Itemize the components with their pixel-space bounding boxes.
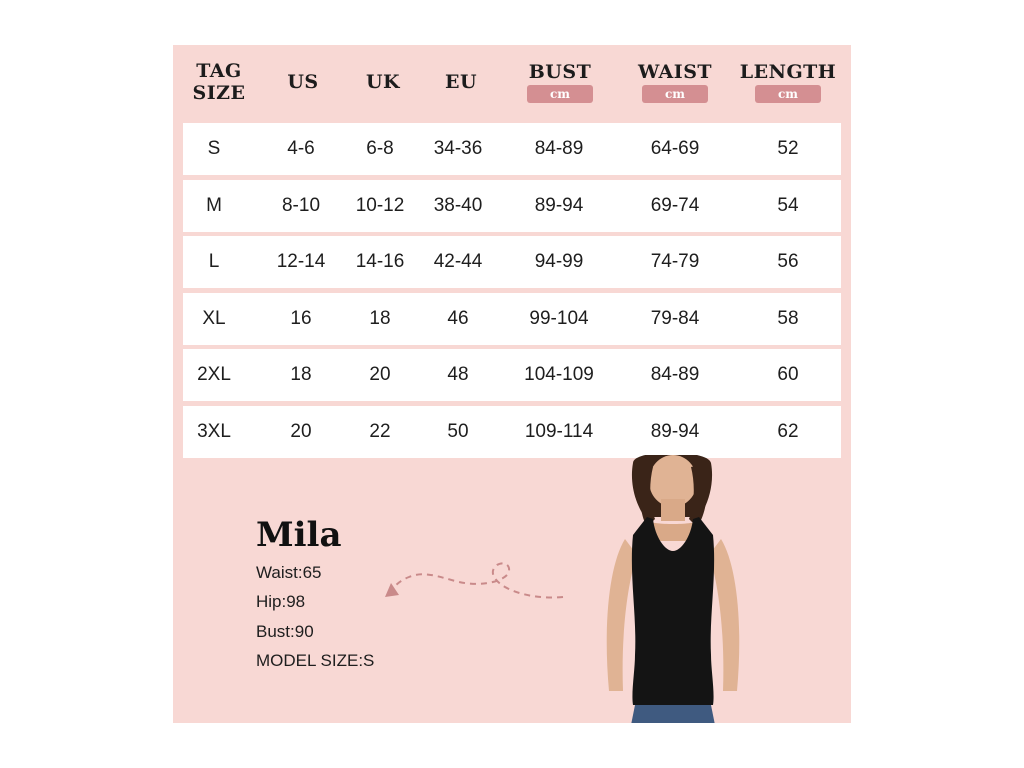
model-name: Mila [256, 515, 342, 555]
header-us-label: US [287, 71, 319, 93]
cell-waist: 79-84 [650, 308, 700, 329]
cell-waist: 89-94 [650, 421, 700, 442]
dashed-curly-arrow-icon [381, 553, 566, 603]
cell-bust: 84-89 [534, 138, 584, 159]
cell-tag-size: S [207, 138, 221, 159]
cell-us: 8-10 [281, 195, 321, 216]
header-length-unit-badge: cm [755, 85, 821, 103]
header-bust-label: BUST [528, 61, 592, 83]
cell-uk: 18 [369, 308, 391, 329]
cell-uk: 20 [369, 364, 391, 385]
cell-us: 12-14 [276, 251, 326, 272]
model-photo [573, 455, 773, 723]
cell-waist: 64-69 [650, 138, 700, 159]
header-uk-label: UK [365, 71, 401, 93]
header-waist-label: WAIST [637, 61, 713, 83]
model-waist: Waist:65 [256, 563, 322, 582]
header-waist-unit-badge: cm [642, 85, 708, 103]
size-row-xl [183, 293, 841, 345]
cell-tag-size: XL [202, 308, 226, 329]
cell-bust: 89-94 [534, 195, 584, 216]
cell-uk: 10-12 [355, 195, 405, 216]
header-length-label: LENGTH [739, 61, 837, 83]
header-bust [508, 45, 612, 119]
header-tag-size [183, 45, 255, 119]
cell-tag-size: 2XL [197, 364, 231, 385]
cell-tag-size: 3XL [197, 421, 231, 442]
cell-eu: 42-44 [433, 251, 483, 272]
cell-bust: 109-114 [524, 421, 594, 442]
cell-eu: 34-36 [433, 138, 483, 159]
size-row-l [183, 236, 841, 288]
cell-bust: 99-104 [529, 308, 589, 329]
cell-us: 18 [290, 364, 312, 385]
header-eu [421, 45, 501, 119]
cell-us: 16 [290, 308, 312, 329]
size-row-3xl [183, 406, 841, 458]
cell-tag-size: M [206, 195, 222, 216]
cell-uk: 14-16 [355, 251, 405, 272]
model-size: MODEL SIZE:S [256, 651, 375, 670]
cell-length: 52 [777, 138, 799, 159]
cell-tag-size: L [208, 251, 220, 272]
table-header [173, 45, 851, 119]
header-us [263, 45, 343, 119]
header-tag-size-label: TAG SIZE [192, 60, 246, 104]
size-row-m [183, 180, 841, 232]
header-length [733, 45, 843, 119]
size-chart-panel [173, 45, 851, 723]
cell-bust: 94-99 [534, 251, 584, 272]
cell-waist: 74-79 [650, 251, 700, 272]
cell-length: 60 [777, 364, 799, 385]
model-hip: Hip:98 [256, 592, 306, 611]
model-bust: Bust:90 [256, 622, 314, 641]
cell-waist: 69-74 [650, 195, 700, 216]
cell-bust: 104-109 [524, 364, 594, 385]
cell-us: 20 [290, 421, 312, 442]
cell-eu: 48 [447, 364, 469, 385]
size-row-2xl [183, 349, 841, 401]
cell-us: 4-6 [287, 138, 315, 159]
header-waist [623, 45, 727, 119]
size-row-s [183, 123, 841, 175]
cell-length: 62 [777, 421, 799, 442]
cell-eu: 38-40 [433, 195, 483, 216]
header-eu-label: EU [444, 71, 478, 93]
cell-waist: 84-89 [650, 364, 700, 385]
header-uk [343, 45, 423, 119]
header-bust-unit-badge: cm [527, 85, 593, 103]
cell-uk: 6-8 [366, 138, 394, 159]
cell-uk: 22 [369, 421, 391, 442]
cell-length: 56 [777, 251, 799, 272]
cell-eu: 46 [447, 308, 469, 329]
cell-length: 54 [777, 195, 799, 216]
cell-eu: 50 [447, 421, 469, 442]
cell-length: 58 [777, 308, 799, 329]
